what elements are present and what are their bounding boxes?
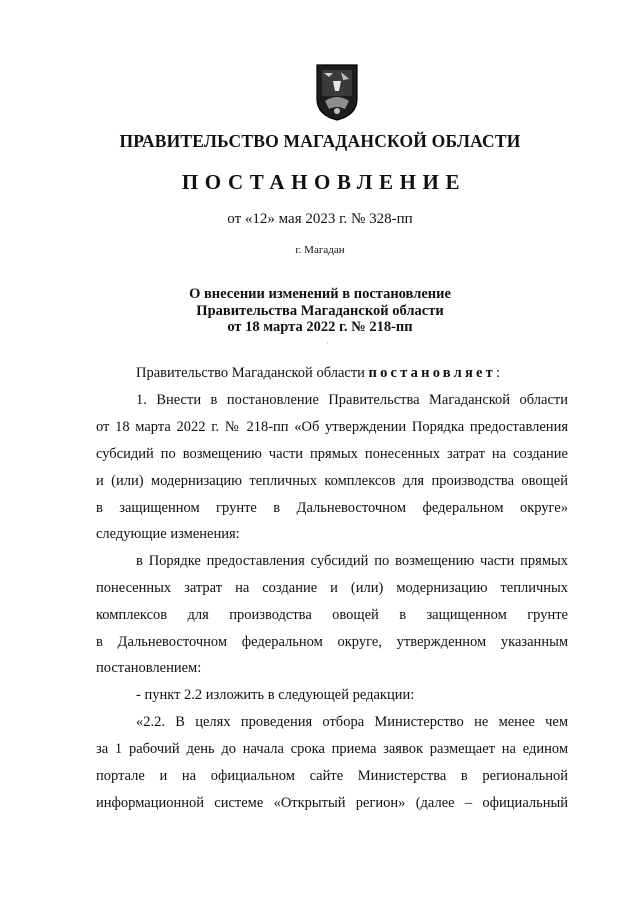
paragraph-line: информационной системе «Открытый регион» (далее – официальный (96, 795, 568, 811)
paragraph-line: и (или) модернизацию тепличных комплексов для производства овощей (96, 473, 568, 489)
paragraph-line: понесенных затрат на создание и (или) модернизацию тепличных (96, 580, 568, 596)
document-subject (0, 286, 640, 336)
intro-prefix: Правительство Магаданской области (136, 365, 369, 381)
subject-line: Правительства Магаданской области (196, 302, 444, 319)
paragraph-line: портале и на официальном сайте Министерства в региональной (96, 768, 568, 784)
intro-suffix: : (495, 365, 500, 381)
paragraph-line: от 18 марта 2022 г. № 218-пп «Об утверждении Порядка предоставления (96, 419, 568, 435)
paragraph-line: следующие изменения: (96, 526, 240, 542)
organization-title: ПРАВИТЕЛЬСТВО МАГАДАНСКОЙ ОБЛАСТИ (119, 131, 521, 151)
scan-mark: · (326, 339, 329, 348)
paragraph-line: 1. Внести в постановление Правительства Магаданской области (136, 392, 568, 408)
paragraph-line: за 1 рабочий день до начала срока приема заявок размещает на едином (96, 741, 568, 757)
subject-line: О внесении изменений в постановление (189, 286, 451, 302)
paragraph-line: - пункт 2.2 изложить в следующей редакции: (136, 687, 415, 703)
intro-line (136, 365, 500, 382)
paragraph-line: в защищенном грунте в Дальневосточном федеральном округе» (96, 500, 568, 516)
paragraph-line: в Дальневосточном федеральном округе, утвержденном указанным (96, 634, 568, 650)
paragraph-line: «2.2. В целях проведения отбора Министерство не менее чем (136, 714, 568, 730)
document-city: г. Магадан (295, 244, 345, 256)
coat-of-arms-icon (315, 63, 359, 121)
subject-line: от 18 марта 2022 г. № 218-пп (227, 319, 413, 335)
document-type-title: ПОСТАНОВЛЕНИЕ (181, 170, 467, 194)
paragraph-line: в Порядке предоставления субсидий по возмещению части прямых (136, 553, 568, 569)
intro-decree-word: постановляет (368, 365, 496, 381)
paragraph-line: субсидий по возмещению части прямых понесенных затрат на создание (96, 446, 568, 462)
document-date-number: от «12» мая 2023 г. № 328-пп (227, 211, 413, 227)
paragraph-line: комплексов для производства овощей в защищенном грунте (96, 607, 568, 623)
paragraph-line: постановлением: (96, 660, 202, 676)
